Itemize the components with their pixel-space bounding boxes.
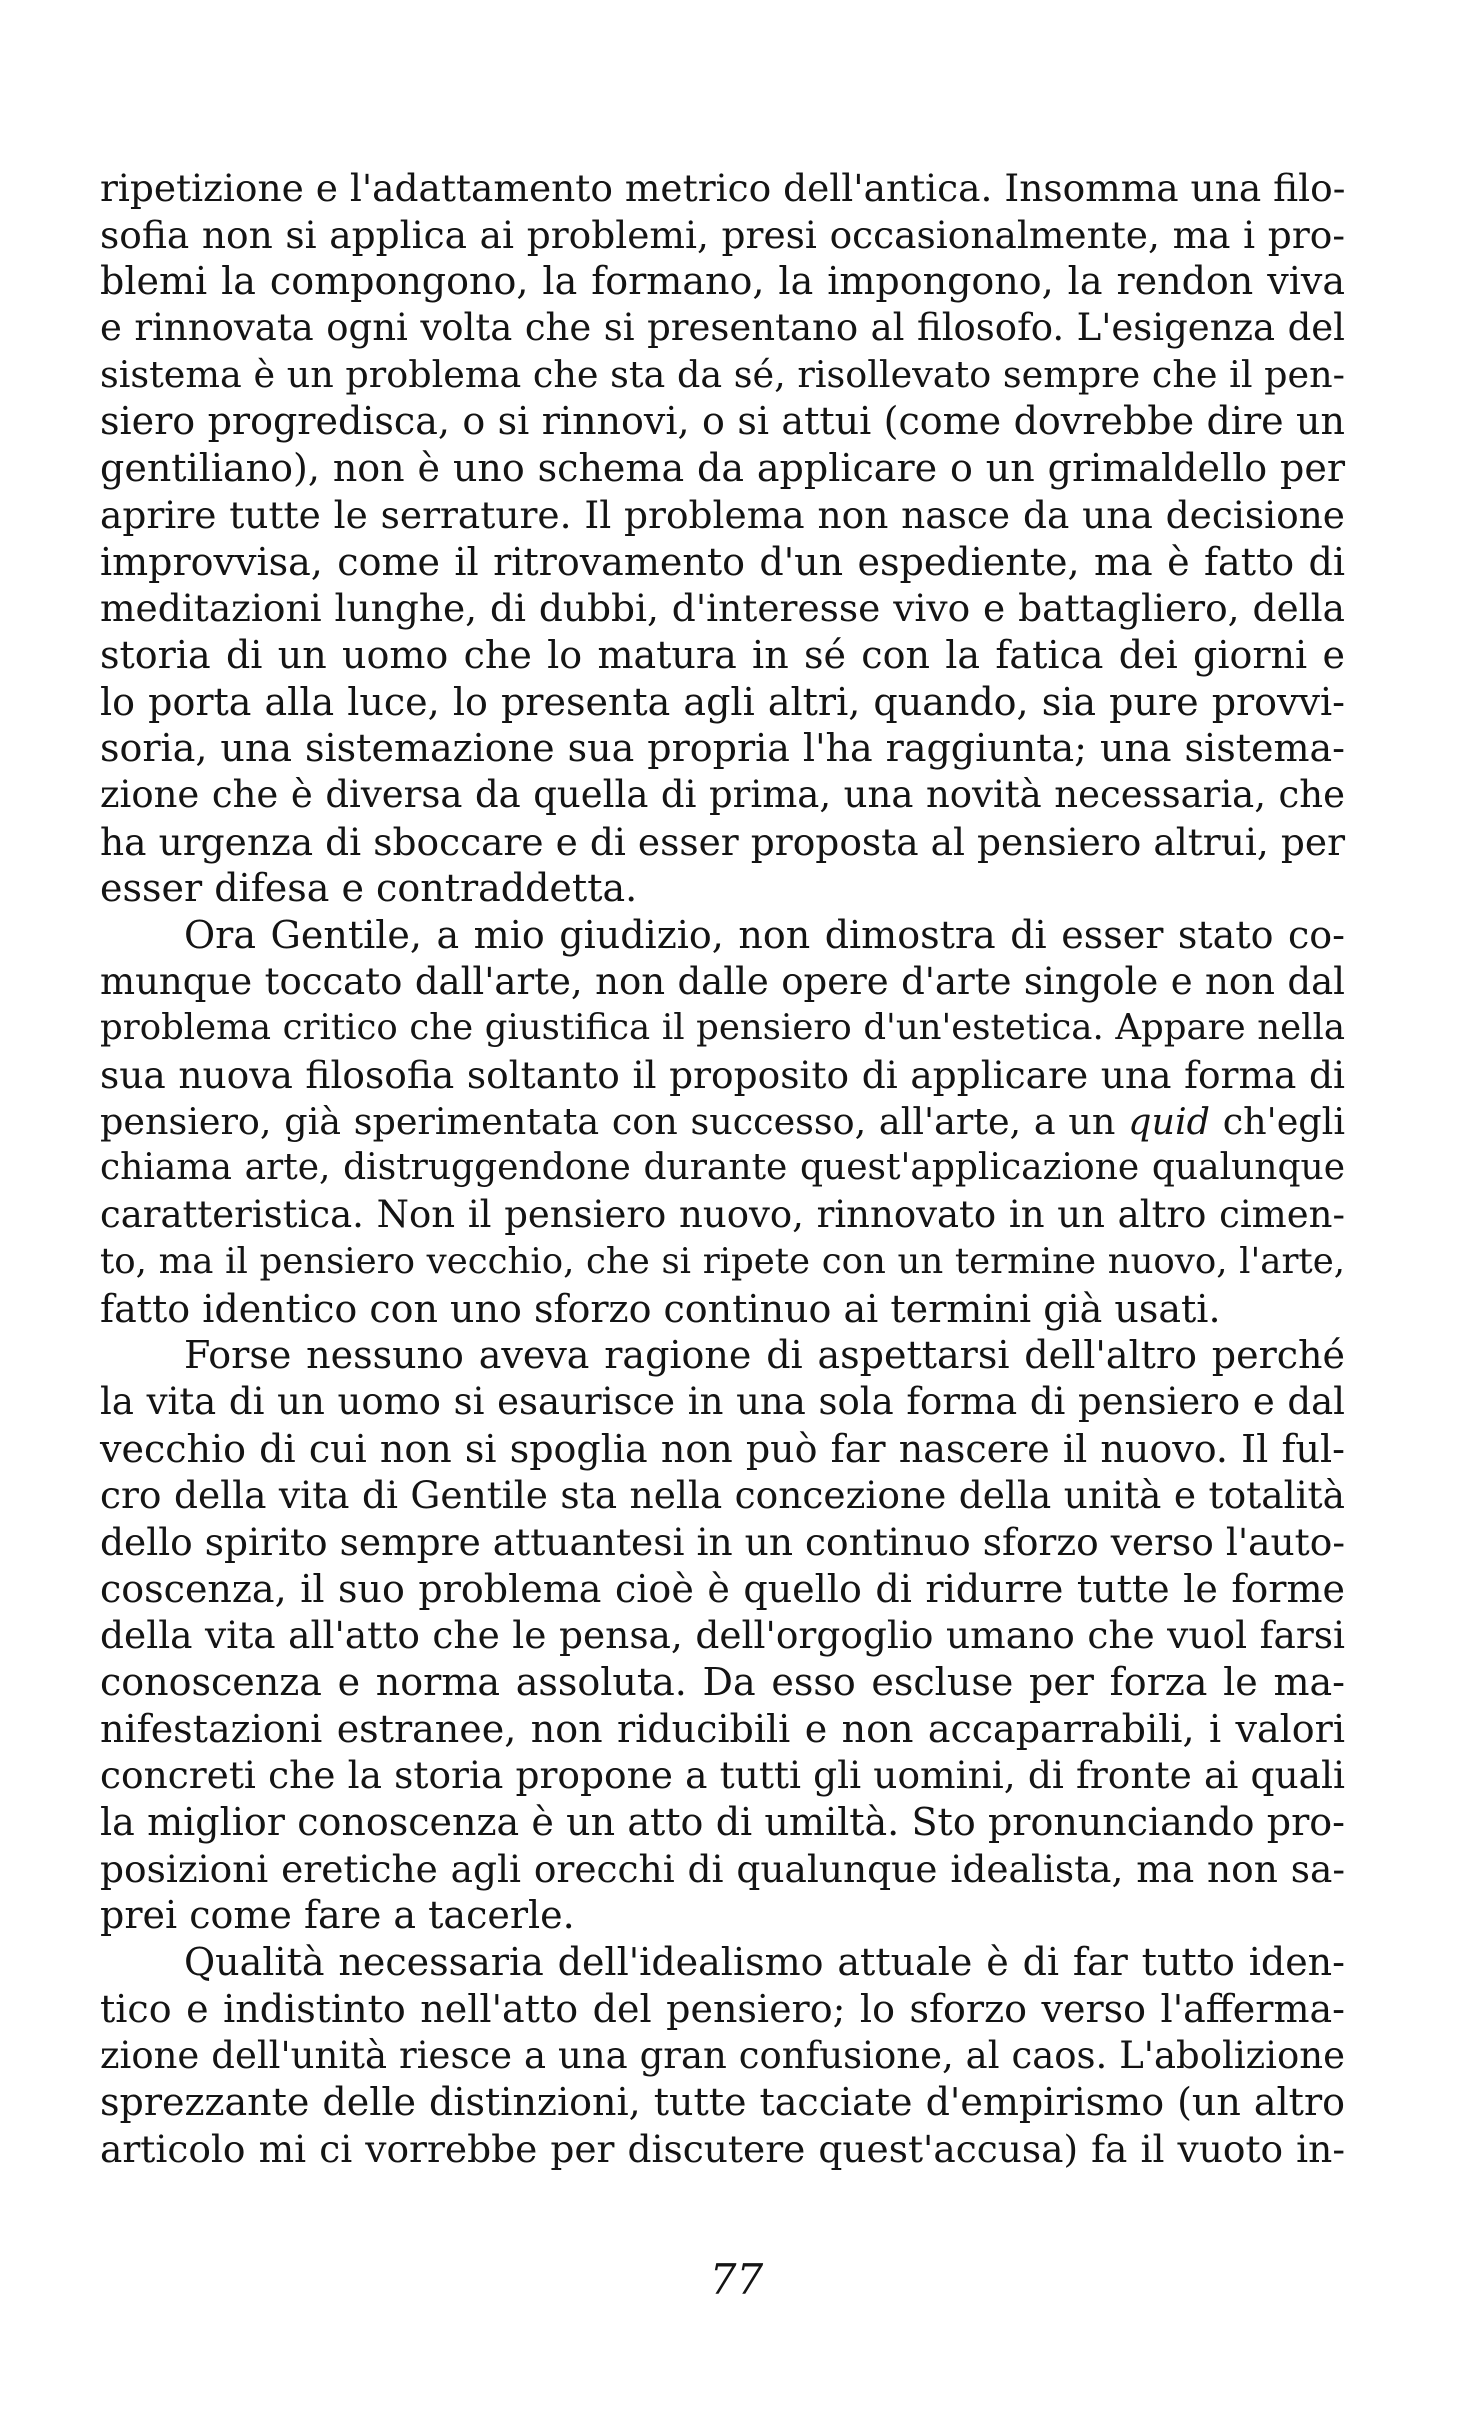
text-line: caratteristica. Non il pensiero nuovo, rinnovato in un altro cimen-	[100, 1193, 1345, 1237]
text-line: blemi la compongono, la formano, la impongono, la rendon viva	[100, 259, 1345, 304]
text-line-with-italic: pensiero, già sperimentata con successo, all'arte, a un quid ch'egli	[100, 1099, 1346, 1143]
text-line: ripetizione e l'adattamento metrico dell'antica. Insomma una filo-	[100, 166, 1346, 210]
page-number: 77	[709, 2255, 764, 2304]
text-line: improvvisa, come il ritrovamento d'un espediente, ma è fatto di	[100, 539, 1345, 584]
text-line: fatto identico con uno sforzo continuo ai termini già usati.	[100, 1286, 1221, 1331]
text-line: esser difesa e contraddetta.	[100, 866, 638, 911]
paragraph-3	[100, 1332, 1345, 1939]
text-line: to, ma il pensiero vecchio, che si ripete con un termine nuovo, l'arte,	[100, 1240, 1345, 1282]
text-line: posizioni eretiche agli orecchi di qualunque idealista, ma non sa-	[100, 1846, 1345, 1891]
text-line: zione dell'unità riesce a una gran confusione, al caos. L'abolizione	[100, 2033, 1345, 2077]
text-line: conoscenza e norma assoluta. Da esso escluse per forza le ma-	[100, 1660, 1345, 1704]
text-line: soria, una sistemazione sua propria l'ha raggiunta; una sistema-	[100, 726, 1345, 771]
text-line: problema critico che giustifica il pensiero d'un'estetica. Appare nella	[100, 1007, 1345, 1049]
text-line: zione che è diversa da quella di prima, una novità necessaria, che	[100, 772, 1345, 816]
paragraph-4	[100, 1939, 1345, 2172]
text-line: munque toccato dall'arte, non dalle opere d'arte singole e non dal	[100, 959, 1345, 1003]
text-line: lo porta alla luce, lo presenta agli altri, quando, sia pure provvi-	[100, 679, 1345, 724]
text-line: e rinnovata ogni volta che si presentano al filosofo. L'esigenza del	[100, 306, 1345, 350]
text-line: articolo mi ci vorrebbe per discutere quest'accusa) fa il vuoto in-	[100, 2126, 1345, 2171]
text-line: sprezzante delle distinzioni, tutte tacciate d'empirismo (un altro	[100, 2080, 1345, 2125]
text-line: sua nuova filosofia soltanto il proposito di applicare una forma di	[100, 1053, 1345, 1098]
text-line: chiama arte, distruggendone durante quest'applicazione qualunque	[100, 1147, 1345, 1189]
text-line: meditazioni lunghe, di dubbi, d'interesse vivo e battagliero, della	[100, 586, 1345, 631]
text-line: dello spirito sempre attuantesi in un continuo sforzo verso l'auto-	[100, 1519, 1345, 1564]
text-line: vecchio di cui non si spoglia non può far nascere il nuovo. Il ful-	[100, 1426, 1345, 1471]
text-line: ha urgenza di sboccare e di esser proposta al pensiero altrui, per	[100, 819, 1345, 864]
text-line: la vita di un uomo si esaurisce in una sola forma di pensiero e dal	[100, 1379, 1345, 1423]
text-line: siero progredisca, o si rinnovi, o si attui (come dovrebbe dire un	[100, 399, 1345, 444]
paragraph-2	[100, 912, 1345, 1332]
text-line: prei come fare a tacerle.	[100, 1893, 575, 1938]
paragraph-1	[100, 165, 1345, 912]
text-line: la miglior conoscenza è un atto di umiltà. Sto pronunciando pro-	[100, 1800, 1345, 1845]
text-line: della vita all'atto che le pensa, dell'orgoglio umano che vuol farsi	[100, 1613, 1345, 1658]
text-line: concreti che la storia propone a tutti gli uomini, di fronte ai quali	[100, 1753, 1345, 1798]
text-line: Ora Gentile, a mio giudizio, non dimostra di esser stato co-	[184, 913, 1345, 957]
text-line: sofia non si applica ai problemi, presi occasionalmente, ma i pro-	[100, 212, 1345, 257]
text-line: gentiliano), non è uno schema da applicare o un grimaldello per	[100, 446, 1345, 491]
text-line: cro della vita di Gentile sta nella concezione della unità e totalità	[100, 1473, 1345, 1518]
text-line: aprire tutte le serrature. Il problema non nasce da una decisione	[100, 492, 1345, 537]
text-line: sistema è un problema che sta da sé, risollevato sempre che il pen-	[100, 352, 1345, 396]
text-line: tico e indistinto nell'atto del pensiero; lo sforzo verso l'afferma-	[100, 1986, 1345, 2031]
text-line: Forse nessuno aveva ragione di aspettarsi dell'altro perché	[184, 1333, 1345, 1378]
text-line: storia di un uomo che lo matura in sé con la fatica dei giorni e	[100, 632, 1345, 677]
text-line: nifestazioni estranee, non riducibili e non accaparrabili, i valori	[100, 1706, 1345, 1751]
text-line: Qualità necessaria dell'idealismo attuale è di far tutto iden-	[184, 1940, 1345, 1985]
text-line: coscenza, il suo problema cioè è quello di ridurre tutte le forme	[100, 1566, 1345, 1611]
italic-word: quid	[1128, 1099, 1210, 1143]
page-body	[100, 165, 1345, 2173]
